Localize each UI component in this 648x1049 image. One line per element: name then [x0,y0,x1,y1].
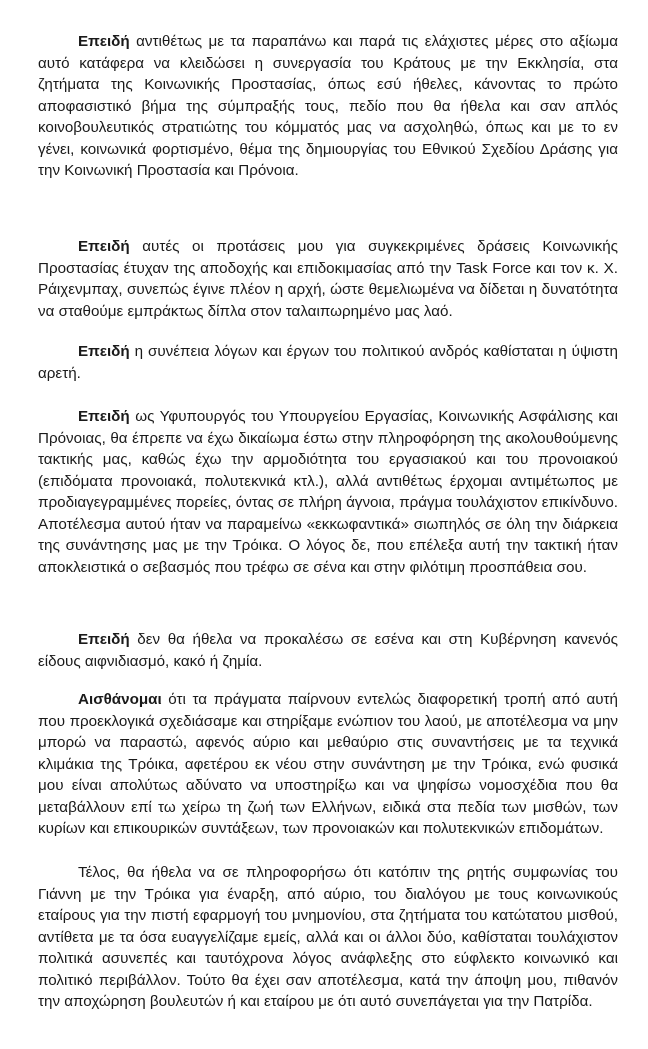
paragraph-text: δεν θα ήθελα να προκαλέσω σε εσένα και στη Κυβέρνηση κανενός είδους αιφνιδιασμό, κακό ή ζημία. [38,631,618,670]
paragraph-text: αντιθέτως με τα παραπάνω και παρά τις ελάχιστες μέρες στο αξίωμα αυτό κατάφερα να κλειδώσει η συνεργασία του Κράτους με την Εκκλησία, στα ζητήματα της Κοινωνικής Προστασίας, όπως εσύ ήθελες, κάνοντας το πρώτο αποφασιστικό βήμα της σύμπραξής τους, πεδίο που θα ήθελα και σαν απλός κοινοβουλευτικός στρατιώτης του κόμματός μας να ασχοληθώ, όπως και με το εν γένει, κοινωνικά φορτισμένο, θέμα της δημιουργίας του Εθνικού Σχεδίου Δράσης για την Κοινωνική Προστασία και Πρόνοια. [38,33,618,179]
paragraph-text: ότι τα πράγματα παίρνουν εντελώς διαφορετική τροπή από αυτή που προεκλογικά σχεδιάσαμε και στηρίξαμε ενώπιον του λαού, με αποτέλεσμα να μην μπορώ να παραστώ, αφενός αύριο και μεθαύριο στις συναντήσεις με τα τεχνικά κλιμάκια της Τρόικα, αφετέρου εκ νέου στην συνάντηση με την Τρόικα, ενώ φυσικά μου είναι απολύτως αδύνατο να υποστηρίξω και να ψηφίσω νομοσχέδια που θα μεταβάλλουν επί τω χείρω τη ζωή των Ελλήνων, ειδικά στα πεδία των μισθών, των κυρίων και επικουρικών συντάξεων, των προνοιακών και πολυτεκνικών επιδομάτων. [38,691,618,837]
paragraph-text: η συνέπεια λόγων και έργων του πολιτικού ανδρός καθίσταται η ύψιστη αρετή. [38,343,618,382]
paragraph-lead: Αισθάνομαι [78,691,162,708]
paragraph-text: Τέλος, θα ήθελα να σε πληροφορήσω ότι κατόπιν της ρητής συμφωνίας του Γιάννη με την Τρόικα για έναρξη, από αύριο, του διαλόγου με τους κοινωνικούς εταίρους για την πιστή εφαρμογή του μνημονίου, στα ζητήματα του κατώτατου μισθού, αντίθετα με τα όσα ευαγγελίζαμε εμείς, αλλά και οι άλλοι δύο, καθίσταται τουλάχιστον πολιτικά ασυνεπές και ταυτόχρονα λόγος ανάφλεξης στο εύφλεκτο κοινωνικό και πολιτικό περιβάλλον. Τούτο θα έχει σαν αποτέλεσμα, κατά την άποψη μου, πιθανόν την αποχώρηση βουλευτών ή και εταίρου με ότι αυτό συνεπάγεται για την Πατρίδα. [38,864,618,1010]
paragraph-2 [38,236,618,322]
paragraph-6 [38,689,618,840]
paragraph-lead: Επειδή [78,408,130,425]
paragraph-lead: Επειδή [78,631,130,648]
paragraph-text: αυτές οι προτάσεις μου για συγκεκριμένες δράσεις Κοινωνικής Προστασίας έτυχαν της αποδοχής και επιδοκιμασίας από την Task Force και τον κ. Χ. Ράιχενμπαχ, συνεπώς έγινε πλέον η αρχή, ώστε θεμελιωμένα να δίδεται η δυνατότητα να σταθούμε εμπράκτως δίπλα στον ταλαιπωρημένο μας λαό. [38,238,618,320]
paragraph-3 [38,341,618,384]
paragraph-text: ως Υφυπουργός του Υπουργείου Εργασίας, Κοινωνικής Ασφάλισης και Πρόνοιας, θα έπρεπε να έχω δικαίωμα έστω στην πληροφόρηση της ακολουθούμενης τακτικής μας, καθώς έχω την αρμοδιότητα του εργασιακού και του προνοιακού (επιδόματα προνοιακά, πολυτεκνικά κτλ.), αλλά αντιθέτως έρχομαι αντιμέτωπος με προδιαγεγραμμένες πορείες, όντας σε πλήρη άγνοια, πράγμα τουλάχιστον επικίνδυνο. Αποτέλεσμα αυτού ήταν να παραμείνω «εκκωφαντικά» σιωπηλός σε όλη την διάρκεια της συνάντησης μας με την Τρόικα. Ο λόγος δε, που επέλεξα αυτή την τακτική ήταν αποκλειστικά ο σεβασμός που τρέφω σε σένα και στην φιλότιμη προσπάθεια σου. [38,408,618,576]
paragraph-4 [38,406,618,578]
paragraph-1 [38,31,618,182]
paragraph-lead: Επειδή [78,33,130,50]
paragraph-5 [38,629,618,672]
paragraph-lead: Επειδή [78,343,130,360]
paragraph-lead: Επειδή [78,238,130,255]
paragraph-7 [38,862,618,1013]
